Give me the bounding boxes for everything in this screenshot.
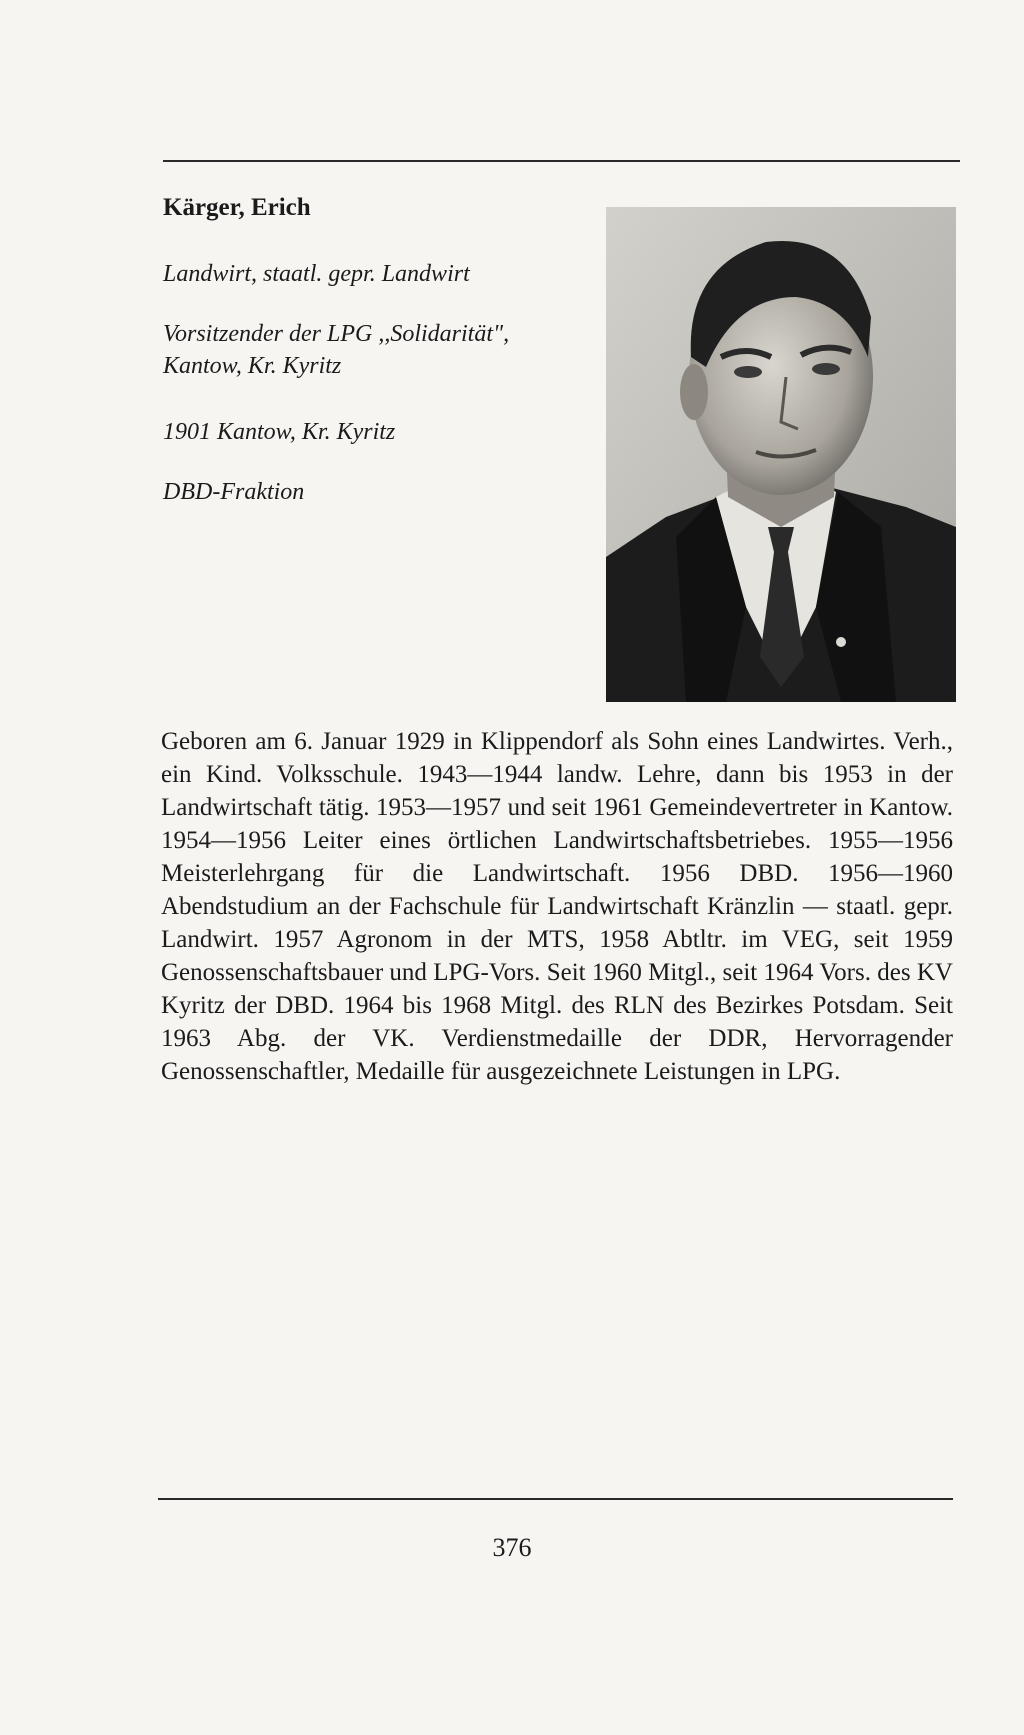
entry-biography: Geboren am 6. Januar 1929 in Klippendorf als Sohn eines Landwirtes. Verh., ein Kind. Volksschule. 1943—1944 landw. Lehre, dann bis 1953 in der Landwirtschaft tätig. 1953—1957 und seit 1961 Gemeindevertreter in Kantow. 1954—1956 Leiter eines örtlichen Landwirtschaftsbetriebes. 1955—1956 Meisterlehrgang für die Landwirtschaft. 1956 DBD. 1956—1960 Abendstudium an der Fachschule für Landwirtschaft Kränzlin — staatl. gepr. Landwirt. 1957 Agronom in der MTS, 1958 Abtltr. im VEG, seit 1959 Genossenschaftsbauer und LPG-Vors. Seit 1960 Mitgl., seit 1964 Vors. des KV Kyritz der DBD. 1964 bis 1968 Mitgl. des RLN des Bezirkes Potsdam. Seit 1963 Abg. der VK. Verdienstmedaille der DDR, Hervorragender Genossenschaftler, Medaille für ausgezeichnete Leistungen in LPG. [161, 728, 953, 1085]
entry-position-line2: Kantow, Kr. Kyritz [163, 353, 342, 379]
bottom-rule [158, 1498, 953, 1500]
top-rule [163, 160, 960, 162]
entry-faction: DBD-Fraktion [163, 479, 305, 505]
entry-name: Kärger, Erich [163, 194, 311, 221]
portrait-photo [606, 207, 956, 702]
entry-birth: 1901 Kantow, Kr. Kyritz [163, 419, 396, 445]
page-number: 376 [492, 1533, 532, 1562]
entry-position-line1: Vorsitzender der LPG ,,Solidarität", [163, 321, 510, 347]
entry-profession: Landwirt, staatl. gepr. Landwirt [163, 261, 470, 287]
